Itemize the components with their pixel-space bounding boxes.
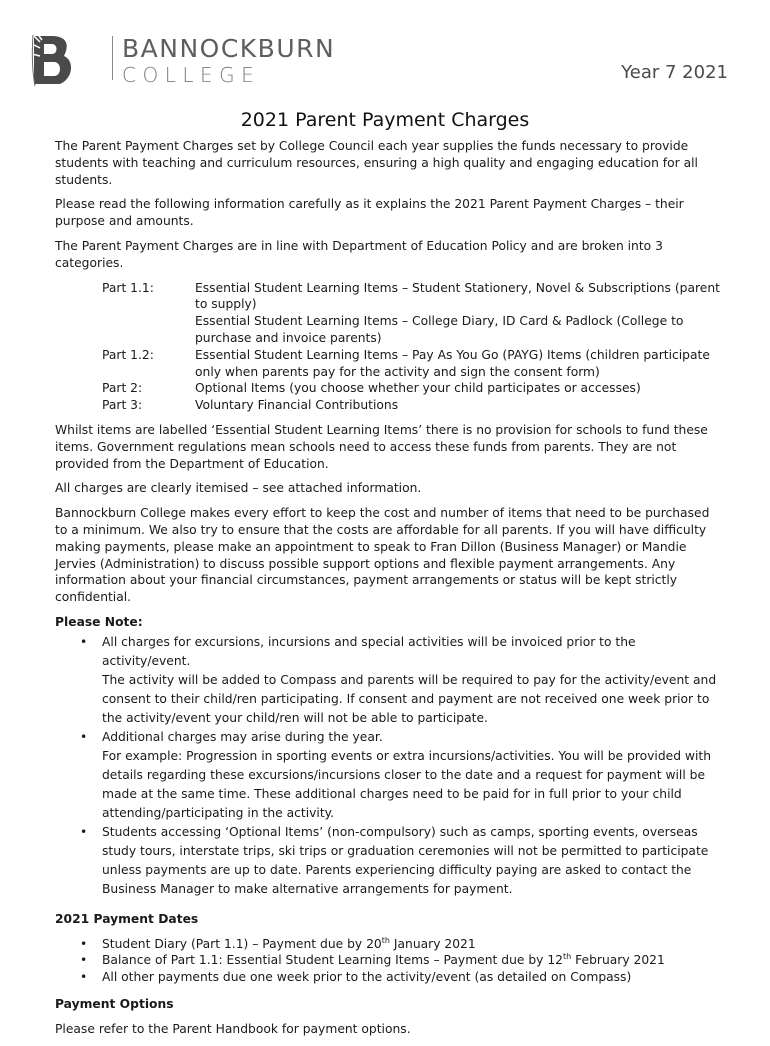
logo-wordmark-line2: COLLEGE: [122, 63, 261, 87]
please-note-heading: Please Note:: [55, 614, 143, 629]
parts-list: [102, 280, 723, 414]
part-label: Part 1.1:: [102, 280, 154, 295]
payment-options-text: Please refer to the Parent Handbook for payment options.: [55, 1021, 411, 1036]
note-line: For example: Progression in sporting events or extra incursions/activities. You will be provided with details regarding these excursions/incursions closer to the date and a request for payment will be made at the same time. These additional charges need to be paid for in full prior to your child attending/participating in the activity.: [102, 748, 712, 820]
college-logo-icon: [30, 30, 78, 90]
note-line: • Students accessing ‘Optional Items’ (non-compulsory) such as camps, sporting events, overseas study tours, interstate trips, ski trips or graduation ceremonies will not be permitted to participate unless payments are up to date. Parents experiencing difficulty paying are asked to contact the Business Manager to make alternative arrangements for payment.: [102, 824, 709, 896]
note-line: • Additional charges may arise during the year.: [102, 729, 383, 744]
date-ordinal: th: [381, 935, 390, 945]
body-paragraph: All charges are clearly itemised – see attached information.: [55, 481, 422, 496]
payment-date-item: [102, 969, 723, 986]
part-label: Part 3:: [102, 398, 143, 413]
part-text: Voluntary Financial Contributions: [195, 398, 399, 413]
date-text: All other payments due one week prior to the activity/event (as detailed on Compass): [102, 970, 632, 985]
intro-paragraph: The Parent Payment Charges are in line with Department of Education Policy and are broken into 3 categories.: [55, 238, 663, 270]
logo-wordmark-line1: BANNOCKBURN: [122, 34, 336, 63]
date-text: Balance of Part 1.1: Essential Student Learning Items – Payment due by 12: [102, 953, 563, 968]
part-label: [102, 313, 195, 347]
body-paragraph: Whilst items are labelled ‘Essential Student Learning Items’ there is no provision for schools to fund these items. Government regulations mean schools need to access these funds from parents. They are not provided from the Department of Education.: [55, 422, 708, 471]
part-text: Essential Student Learning Items – Pay As You Go (PAYG) Items (children participate only when parents pay for the activity and sign the consent form): [195, 347, 710, 379]
payment-dates-heading: 2021 Payment Dates: [55, 911, 199, 926]
part-label: Part 1.2:: [102, 347, 154, 362]
date-text-end: February 2021: [571, 953, 665, 968]
note-item: [102, 633, 723, 728]
part-row: [102, 313, 723, 347]
date-ordinal: th: [562, 952, 572, 962]
intro-paragraph: Please read the following information carefully as it explains the 2021 Parent Payment Charges – their purpose and amounts.: [55, 197, 684, 229]
page-title: 2021 Parent Payment Charges: [240, 109, 530, 131]
part-label: Part 2:: [102, 381, 143, 396]
part-row: [102, 380, 723, 397]
college-logo: [30, 30, 336, 90]
note-line: The activity will be added to Compass and parents will be required to pay for the activity/event and consent to their child/ren participating. If consent and payment are not received one week prior to the activity/event your child/ren will not be able to participate.: [102, 672, 717, 725]
year-label: Year 7 2021: [621, 62, 728, 83]
document-body: [55, 138, 723, 1046]
logo-divider: [112, 36, 113, 80]
intro-paragraph: The Parent Payment Charges set by College Council each year supplies the funds necessary to provide students with teaching and curriculum resources, ensuring a high quality and engaging education for all students.: [55, 139, 698, 187]
note-item: [102, 823, 723, 899]
note-line: • All charges for excursions, incursions and special activities will be invoiced prior to the activity/event.: [102, 634, 636, 668]
part-row: [102, 397, 723, 414]
note-item: [102, 728, 723, 823]
payment-date-item: [102, 936, 723, 953]
payment-date-item: [102, 952, 723, 969]
date-text-end: January 2021: [389, 936, 476, 951]
part-text: Essential Student Learning Items – Student Stationery, Novel & Subscriptions (parent to supply): [195, 280, 720, 312]
part-row: [102, 347, 723, 381]
body-paragraph: Bannockburn College makes every effort to keep the cost and number of items that need to be purchased to a minimum. We also try to ensure that the costs are affordable for all parents. If you will have difficulty making payments, please make an appointment to speak to Fran Dillon (Business Manager) or Mandie Jervies (Administration) to discuss possible support options and flexible payment arrangements. Any information about your financial circumstances, payment arrangements or status will be kept strictly confidential.: [55, 506, 710, 605]
part-text: Essential Student Learning Items – College Diary, ID Card & Padlock (College to purchase and invoice parents): [195, 314, 684, 345]
part-row: [102, 280, 723, 314]
payment-dates-list: [55, 936, 723, 986]
please-note-list: [55, 633, 723, 899]
part-text: Optional Items (you choose whether your child participates or accesses): [195, 381, 641, 396]
payment-options-heading: Payment Options: [55, 996, 174, 1011]
date-text: Student Diary (Part 1.1) – Payment due by 20: [102, 936, 382, 951]
